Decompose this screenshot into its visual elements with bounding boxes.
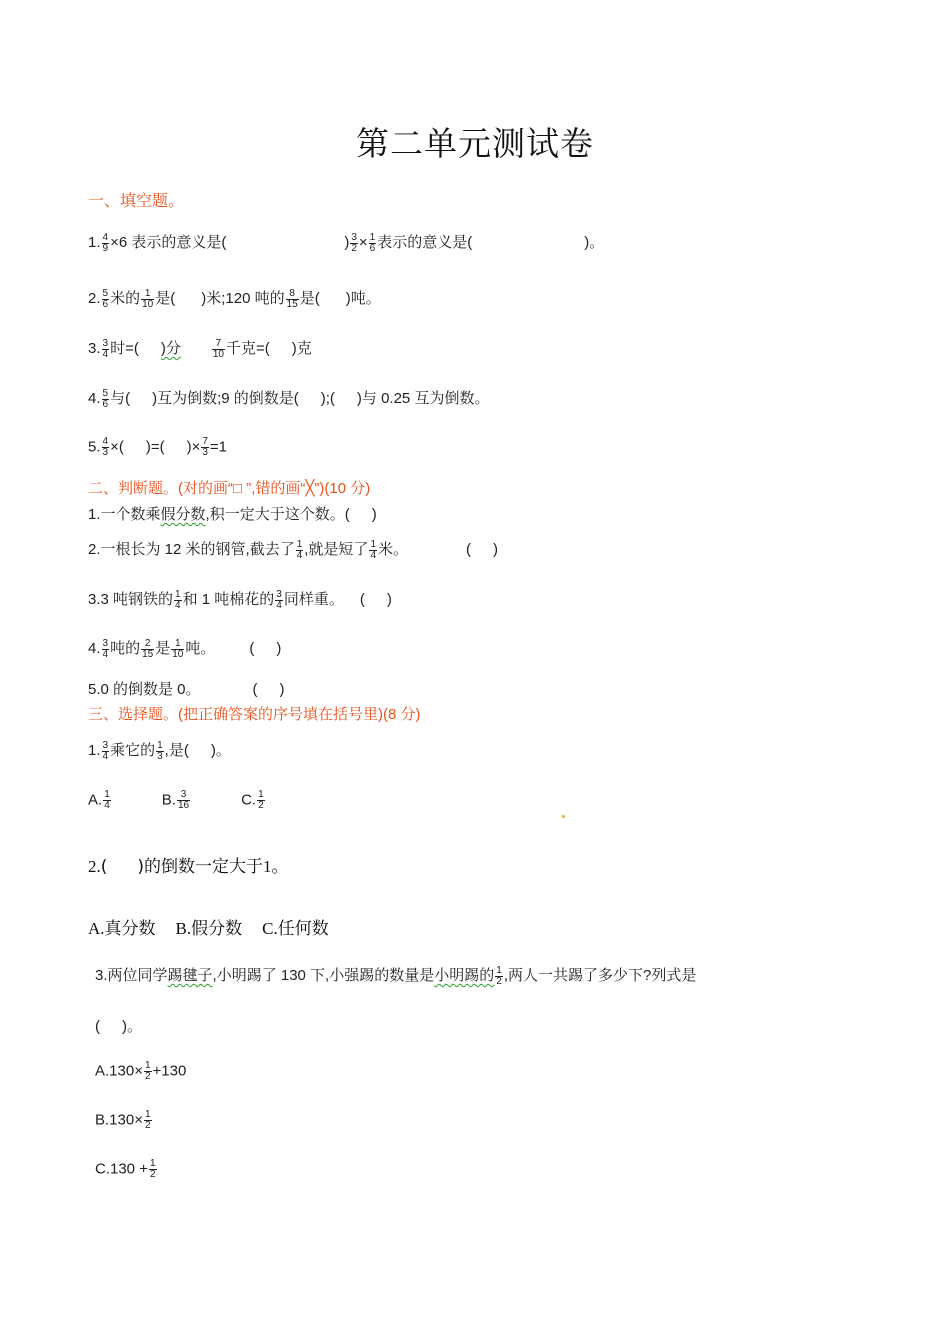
q-number: 4.	[88, 390, 101, 407]
option-a-text: A.130×	[95, 1062, 143, 1080]
q-text: )	[344, 234, 350, 251]
q-text: 吨的	[110, 640, 141, 657]
choice-1-options	[88, 790, 266, 811]
q-text: (	[252, 681, 258, 698]
q-text: ,两人一共踢了多少下?列式是	[503, 967, 697, 984]
fraction: $\frac{3}{4}$	[102, 739, 109, 762]
fill-question-1	[88, 231, 604, 254]
q-number: 2.	[88, 290, 101, 307]
q-text: )	[276, 640, 282, 657]
fraction: $\frac{3}{4}$	[102, 337, 109, 360]
q-text: )米;120 吨的	[201, 290, 285, 307]
fraction: $\frac{4}{3}$	[102, 436, 109, 458]
section-heading-fill: 一、填空题。	[88, 193, 185, 210]
q-number: 5.	[88, 438, 101, 456]
fill-question-5	[88, 437, 227, 458]
choice-3-option-b	[95, 1110, 153, 1131]
fraction: $\frac{3}{4}$	[102, 637, 109, 660]
q-text: ×(	[110, 438, 124, 456]
fraction: $\frac{4}{9}$	[102, 231, 109, 254]
q-text: (	[100, 857, 108, 877]
q-text: )与 0.25 互为倒数。	[356, 390, 490, 407]
q-text: 1.一个数乘	[88, 506, 161, 523]
fraction: $\frac{7}{10}$	[212, 337, 224, 360]
fraction: $\frac{3}{16}$	[177, 789, 190, 811]
judge-question-3	[88, 588, 392, 611]
q-text: (	[466, 541, 472, 558]
option-a-label: A.	[88, 919, 105, 938]
option-a-label: A.	[88, 791, 103, 809]
q-text: )吨。	[345, 290, 381, 307]
fraction: $\frac{7}{3}$	[202, 436, 208, 458]
q-text: 3.3 吨钢铁的	[88, 591, 174, 608]
fraction: $\frac{1}{2}$	[144, 1109, 151, 1131]
q-text: 踢毽子	[167, 967, 213, 984]
option-a-text: 真分数	[104, 919, 156, 939]
q-text: 乘它的	[110, 742, 156, 759]
option-c-label: C.	[241, 791, 257, 809]
option-c-label: C.	[262, 919, 278, 938]
fraction: $\frac{2}{15}$	[142, 637, 154, 660]
q-text: (	[249, 640, 255, 657]
q-text: )。	[122, 1018, 142, 1035]
q-text: )	[279, 681, 285, 698]
q-number: 1.	[88, 234, 101, 251]
q-text: )分	[160, 340, 181, 357]
fraction: $\frac{1}{4}$	[104, 789, 110, 811]
judge-question-4	[88, 637, 281, 660]
q-text: )	[493, 541, 499, 558]
q-number: 1.	[88, 742, 101, 759]
q-text: ,就是短了	[304, 541, 369, 558]
choice-question-3	[95, 964, 696, 987]
choice-3-answer-line	[95, 1015, 142, 1036]
q-text: )的倒数一定大于	[137, 857, 264, 877]
option-a-text: +130	[152, 1062, 187, 1080]
fraction: $\frac{1}{4}$	[370, 538, 376, 561]
q-number: 2.	[88, 857, 101, 876]
q-text: 和 1 吨棉花的	[182, 591, 275, 608]
q-text: ,是(	[164, 742, 189, 759]
q-text: )克	[291, 340, 312, 357]
fraction: $\frac{3}{4}$	[276, 588, 282, 611]
fraction: $\frac{1}{2}$	[149, 1158, 156, 1180]
fraction: $\frac{1}{10}$	[142, 287, 154, 310]
q-text: 吨。	[185, 640, 216, 657]
q-number: 4.	[88, 640, 101, 657]
option-b-text: 假分数	[191, 919, 243, 939]
stray-dot	[562, 815, 565, 818]
q-text: )×	[186, 438, 201, 456]
fill-question-3	[88, 337, 312, 360]
q-text: );(	[320, 390, 335, 407]
judge-question-1	[88, 503, 377, 524]
q-text: 表示的意义是(	[377, 234, 473, 251]
q-text: 3.两位同学	[95, 967, 168, 984]
q-text: )	[386, 591, 392, 608]
q-text: 是(	[155, 290, 176, 307]
fraction: $\frac{8}{15}$	[286, 287, 298, 310]
fraction: $\frac{1}{4}$	[175, 588, 181, 611]
q-text: 是	[155, 640, 171, 657]
q-text: 假分数	[160, 506, 206, 523]
fill-question-4	[88, 387, 489, 410]
fraction: $\frac{1}{10}$	[172, 637, 184, 660]
q-text: (	[95, 1018, 100, 1035]
q-text: 1。	[263, 857, 289, 876]
q-text: 时=(	[110, 340, 139, 357]
q-text: =1	[209, 438, 228, 456]
q-text: 米的	[110, 290, 141, 307]
fraction: $\frac{1}{3}$	[157, 739, 163, 762]
judge-question-5	[88, 678, 285, 699]
section-heading-choice: 三、选择题。(把正确答案的序号填在括号里)(8 分)	[88, 706, 421, 723]
fill-question-2	[88, 287, 381, 310]
option-b-text: B.130×	[95, 1111, 143, 1129]
q-text: 米。	[378, 541, 409, 558]
q-text: )互为倒数;9 的倒数是(	[152, 390, 299, 407]
q-text: 2.一根长为 12 米的钢管,截去了	[88, 541, 295, 558]
judge-question-2	[88, 538, 498, 561]
option-b-label: B.	[161, 791, 176, 809]
q-text: 小明踢的	[434, 967, 495, 984]
q-text: 千克=(	[225, 340, 270, 357]
option-c-text: 任何数	[277, 919, 329, 939]
choice-2-options	[88, 914, 329, 939]
q-text: 5.0 的倒数是 0。	[88, 681, 201, 698]
q-text: ,积一定大于这个数。(	[205, 506, 350, 523]
choice-question-2	[88, 852, 289, 877]
choice-3-option-a	[95, 1061, 186, 1082]
q-text: )=(	[145, 438, 165, 456]
section-heading-judge: 二、判断题。(对的画“□ ”,错的画“╳”)(10 分)	[88, 480, 371, 497]
option-c-text: C.130 +	[95, 1160, 148, 1178]
fraction: $\frac{5}{6}$	[102, 387, 109, 410]
q-text: )	[371, 506, 377, 523]
fraction: $\frac{3}{2}$	[351, 231, 357, 254]
choice-3-option-c	[95, 1159, 158, 1180]
q-text: )。	[584, 234, 605, 251]
q-text: ×	[358, 234, 368, 251]
choice-question-1	[88, 739, 231, 762]
q-text: (	[359, 591, 365, 608]
fraction: $\frac{1}{2}$	[258, 789, 264, 811]
q-number: 3.	[88, 340, 101, 357]
fraction: $\frac{1}{6}$	[369, 231, 376, 254]
fraction: $\frac{1}{2}$	[144, 1060, 151, 1082]
fraction: $\frac{1}{2}$	[496, 964, 502, 987]
q-text: 是(	[299, 290, 320, 307]
option-b-label: B.	[175, 919, 192, 938]
q-text: ,小明踢了 130 下,小强踢的数量是	[212, 967, 435, 984]
page-title: 第二单元测试卷	[356, 127, 594, 163]
q-text: )。	[210, 742, 231, 759]
q-text: 同样重。	[283, 591, 344, 608]
q-text: ×6 表示的意义是(	[110, 234, 227, 251]
q-text: 与(	[110, 390, 131, 407]
fraction: $\frac{5}{6}$	[102, 287, 109, 310]
fraction: $\frac{1}{4}$	[296, 538, 303, 561]
